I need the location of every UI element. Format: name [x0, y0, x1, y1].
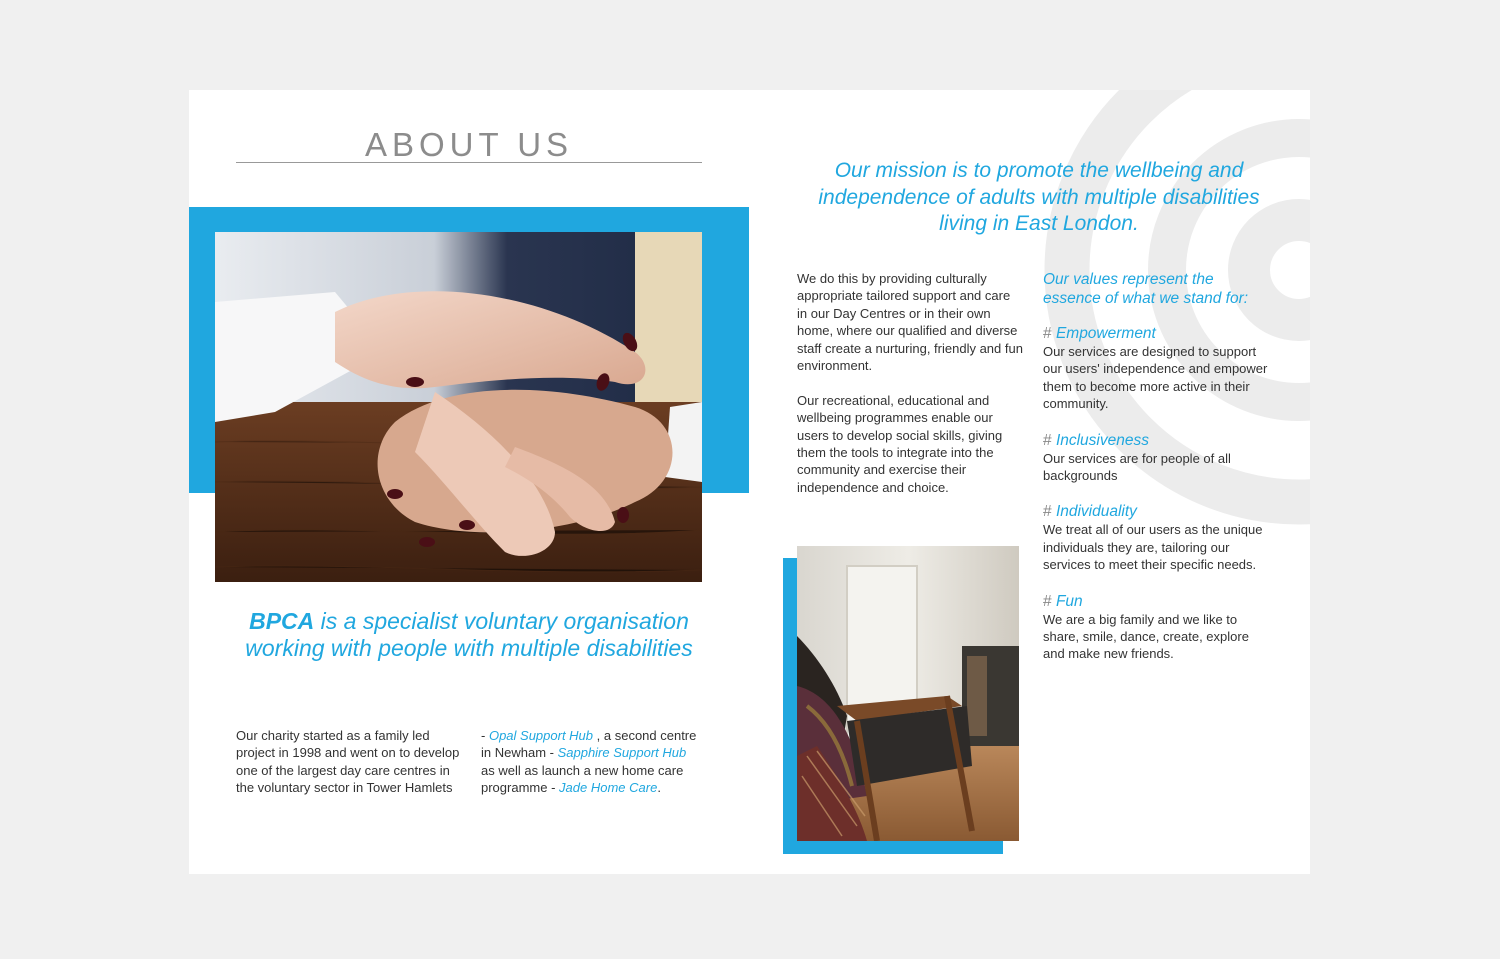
brochure-page — [189, 90, 1310, 874]
page-title: ABOUT US — [364, 126, 574, 163]
hash-mark: # — [1043, 431, 1056, 449]
sapphire-support-hub: Sapphire Support Hub — [557, 745, 687, 761]
value-item — [1043, 502, 1273, 573]
col2-end: . — [657, 780, 661, 796]
hash-mark: # — [1043, 592, 1056, 610]
hash-mark: # — [1043, 503, 1056, 521]
tagline-text: is a specialist voluntary organisation working with people with multiple disabilities — [245, 608, 693, 661]
value-item — [1043, 431, 1273, 485]
title-underline — [236, 162, 702, 163]
col2-prefix: - — [481, 728, 489, 743]
value-title — [1043, 431, 1273, 450]
value-description: We are a big family and we like to share, smile, dance, create, explore and make new friends. — [1043, 611, 1249, 662]
holding-hands-photo — [215, 232, 702, 582]
value-title — [1043, 502, 1273, 521]
history-column-1: Our charity started as a family led project in 1998 and went on to develop one of the largest day care centres in the voluntary sector in Tower Hamlets — [236, 728, 460, 796]
mission-statement: Our mission is to promote the wellbeing and independence of adults with multiple disabilities living in East London. — [818, 159, 1260, 235]
organisation-tagline — [236, 608, 702, 662]
value-description: Our services are for people of all backgrounds — [1043, 450, 1231, 484]
mission-details — [797, 270, 1023, 514]
value-title — [1043, 324, 1273, 343]
value-title-text: Individuality — [1055, 503, 1137, 521]
value-item — [1043, 324, 1273, 413]
values-section — [1043, 270, 1273, 681]
value-title-text: Fun — [1055, 592, 1083, 610]
mission-paragraph-2: Our recreational, educational and wellbeing programmes enable our users to develop social skills, giving them the tools to integrate into the community and exercise their independence and choice. — [797, 392, 1003, 495]
value-title-text: Inclusiveness — [1055, 431, 1149, 449]
col2-mid2: as well as launch a new home care programme - — [481, 762, 684, 796]
history-column-2 — [481, 727, 699, 797]
mission-paragraph-1: We do this by providing culturally appropriate tailored support and care in our Day Centres or in their own home, where our qualified and diverse staff create a nurturing, friendly and fun environment. — [797, 271, 1023, 374]
opal-support-hub: Opal Support Hub — [488, 728, 594, 743]
jade-home-care: Jade Home Care — [559, 780, 658, 796]
hash-mark: # — [1043, 325, 1056, 342]
armchair-photo — [797, 546, 1019, 841]
brand-name: BPCA — [249, 608, 315, 634]
value-item — [1043, 592, 1273, 663]
values-intro: Our values represent the essence of what we stand for: — [1043, 271, 1249, 307]
value-description: Our services are designed to support our users' independence and empower them to become more active in their community. — [1043, 344, 1268, 412]
value-title — [1043, 592, 1273, 611]
value-description: We treat all of our users as the unique individuals they are, tailoring our services to meet their specific needs. — [1043, 522, 1263, 573]
col2-mid: , a second centre in Newham - — [481, 728, 697, 761]
value-title-text: Empowerment — [1055, 325, 1156, 342]
